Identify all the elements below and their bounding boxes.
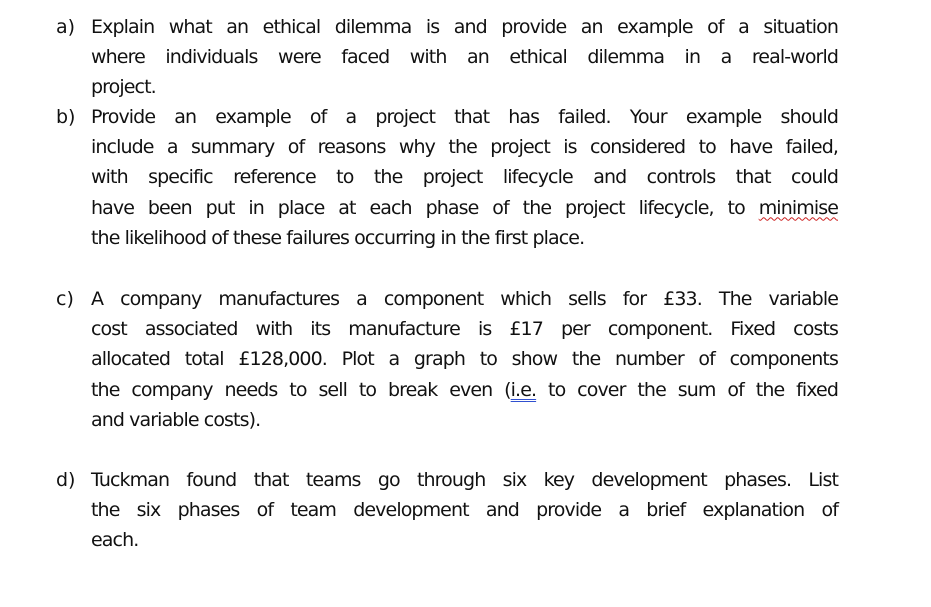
question-text	[91, 284, 838, 435]
question-b	[56, 102, 838, 253]
question-text	[91, 102, 838, 253]
text-line: project.	[91, 76, 156, 99]
text-line	[91, 193, 838, 223]
text-line: and variable costs).	[91, 408, 261, 431]
question-text	[91, 12, 838, 103]
spelling-flagged-word[interactable]: minimise	[758, 196, 838, 219]
text-line	[91, 375, 838, 405]
text-segment: to cover the sum of the fixed	[548, 378, 839, 401]
text-line: Tuckman found that teams go through six key development phases. List	[91, 469, 838, 491]
question-c	[56, 284, 838, 435]
question-marker: c)	[56, 288, 74, 310]
question-marker: d)	[56, 469, 76, 491]
question-text	[91, 465, 838, 556]
grammar-flagged-abbreviation[interactable]: i.e.	[510, 378, 537, 401]
text-line: cost associated with its manufacture is £17 per component. Fixed costs	[91, 318, 838, 341]
text-line: where individuals were faced with an ethical dilemma in a real-world	[91, 46, 838, 69]
text-line: allocated total £128,000. Plot a graph to show the number of components	[91, 348, 838, 371]
question-d	[56, 465, 838, 556]
text-segment: have been put in place at each phase of the project lifecycle, to	[91, 196, 745, 219]
text-line: A company manufactures a component which sells for £33. The variable	[91, 288, 838, 310]
text-line: each.	[91, 529, 139, 552]
question-a	[56, 12, 838, 103]
text-line: with specific reference to the project lifecycle and controls that could	[91, 166, 838, 189]
question-marker: b)	[56, 106, 76, 128]
text-line: the likelihood of these failures occurring in the first place.	[91, 226, 585, 249]
text-line: the six phases of team development and provide a brief explanation of	[91, 499, 838, 522]
text-segment: the company needs to sell to break even (	[91, 378, 511, 401]
text-line: include a summary of reasons why the project is considered to have failed,	[91, 136, 838, 159]
text-line: Explain what an ethical dilemma is and provide an example of a situation	[91, 16, 838, 38]
question-marker: a)	[56, 16, 76, 38]
text-line: Provide an example of a project that has failed. Your example should	[91, 106, 838, 128]
